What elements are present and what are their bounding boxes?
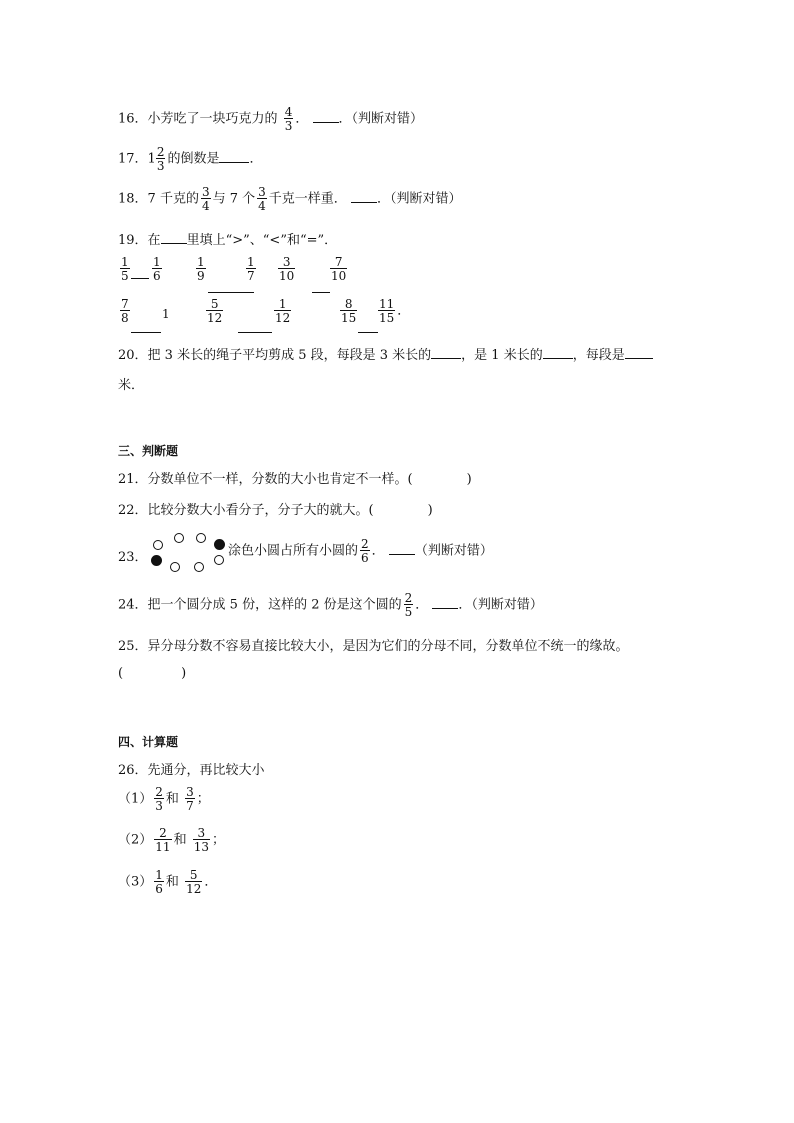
numerator: 7 — [121, 297, 129, 311]
punctuation: ”． — [317, 233, 338, 248]
fraction — [154, 786, 164, 812]
numerator: 5 — [210, 297, 219, 311]
answer-blank[interactable] — [543, 346, 573, 359]
numerator: 1 — [278, 297, 287, 311]
answer-blank[interactable] — [389, 542, 415, 555]
fraction — [284, 106, 294, 132]
fraction — [120, 256, 130, 282]
denominator: 7 — [247, 269, 255, 283]
paren-open: ( — [118, 666, 124, 681]
question-number: 24． — [118, 597, 148, 613]
question-23 — [228, 538, 493, 564]
question-17 — [118, 146, 263, 172]
question-21 — [118, 468, 472, 487]
instruction-blank — [161, 231, 187, 244]
punctuation: ； — [196, 791, 210, 807]
denominator: 3 — [156, 159, 165, 173]
question-20 — [118, 344, 653, 363]
fraction — [154, 869, 164, 895]
greater-than-symbol: > — [232, 233, 244, 248]
question-19 — [118, 229, 337, 248]
question-number: 23． — [118, 550, 148, 565]
less-than-symbol: < — [269, 233, 281, 248]
empty-circle — [194, 562, 204, 572]
question-26 — [118, 759, 265, 778]
denominator: 4 — [201, 199, 210, 213]
punctuation: ． — [249, 151, 263, 167]
compare-pair — [118, 256, 132, 282]
numerator: 1 — [247, 255, 255, 269]
punctuation: ； — [212, 832, 226, 848]
sub-question-3 — [118, 869, 217, 895]
question-text: 的倒数是 — [167, 151, 220, 167]
section-title: 四、计算题 — [118, 735, 179, 749]
compare-pair — [194, 256, 208, 282]
numerator: 3 — [201, 185, 210, 199]
fraction — [193, 827, 210, 853]
fraction — [206, 298, 223, 324]
question-text: 分数单位不一样，分数的大小也肯定不一样。( — [147, 472, 413, 487]
question-text: 小芳吃了一块巧克力的 — [147, 111, 278, 127]
question-25-answer — [118, 666, 186, 681]
question-text: 涂色小圆占所有小圆的 — [228, 543, 359, 559]
fraction — [360, 538, 370, 564]
denominator: 3 — [284, 119, 293, 133]
denominator: 10 — [331, 269, 347, 283]
numerator: 2 — [361, 537, 369, 551]
judge-hint: ．（判断对错） — [338, 111, 424, 127]
equals-symbol: = — [306, 233, 318, 248]
denominator: 12 — [207, 311, 223, 325]
numerator: 4 — [284, 105, 293, 119]
empty-circle — [196, 533, 206, 543]
compare-pair — [118, 298, 132, 324]
fraction — [196, 256, 206, 282]
compare-pair — [338, 298, 359, 324]
compare-pair — [204, 298, 225, 324]
question-number: 17． — [118, 151, 148, 167]
fraction — [278, 256, 295, 282]
numerator: 8 — [344, 297, 353, 311]
denominator: 15 — [341, 311, 357, 325]
question-number: 19． — [118, 233, 148, 248]
fraction — [340, 298, 357, 324]
compare-pair — [276, 256, 297, 282]
punctuation: ． — [204, 874, 218, 890]
question-number: 21． — [118, 472, 148, 487]
compare-blank[interactable] — [312, 291, 330, 293]
judge-hint: ．（判断对错） — [458, 597, 543, 613]
sub-label: （2） — [118, 832, 153, 848]
question-text-continued: 米． — [118, 378, 145, 393]
numerator: 1 — [121, 255, 129, 269]
fraction — [185, 869, 202, 895]
numerator: 3 — [282, 255, 291, 269]
conjunction: 和 — [165, 791, 179, 807]
paren-close: ) — [466, 472, 472, 487]
empty-circle — [174, 533, 184, 543]
question-number: 20． — [118, 348, 148, 363]
numerator: 3 — [186, 785, 194, 799]
punctuation: ”、“ — [243, 233, 270, 248]
sub-question-2 — [118, 827, 225, 853]
denominator: 15 — [379, 311, 395, 325]
answer-blank[interactable] — [625, 346, 653, 359]
denominator: 6 — [361, 551, 369, 565]
fraction — [246, 256, 256, 282]
denominator: 6 — [153, 269, 161, 283]
question-text: ”和“ — [280, 233, 307, 248]
numerator: 1 — [197, 255, 205, 269]
compare-blank[interactable] — [131, 277, 149, 279]
denominator: 7 — [186, 799, 194, 813]
filled-circle — [151, 555, 162, 566]
fraction — [154, 827, 171, 853]
conjunction: 和 — [165, 874, 179, 890]
denominator: 6 — [155, 882, 163, 896]
sub-label: （3） — [118, 874, 153, 890]
fraction — [274, 298, 291, 324]
answer-blank[interactable] — [313, 110, 339, 123]
question-text: 7 千克的 — [147, 191, 199, 207]
question-number: 22． — [118, 503, 148, 518]
compare-pair — [272, 298, 293, 324]
answer-blank[interactable] — [219, 150, 249, 163]
compare-pair — [376, 298, 410, 324]
fraction — [378, 298, 395, 324]
answer-blank[interactable] — [431, 346, 461, 359]
compare-blank[interactable] — [238, 331, 272, 333]
question-text: 把 3 米长的绳子平均剪成 5 段，每段是 3 米长的 — [147, 348, 432, 363]
section-title: 三、判断题 — [118, 444, 179, 458]
question-text: 与 7 个 — [212, 191, 256, 207]
question-number: 26． — [118, 763, 148, 778]
compare-pair — [244, 256, 258, 282]
sub-question-1 — [118, 786, 210, 812]
fraction — [152, 256, 162, 282]
paren-close: ) — [181, 666, 187, 681]
punctuation: ． — [415, 597, 429, 613]
question-text: ，是 1 米长的 — [461, 348, 543, 363]
numerator: 2 — [155, 785, 163, 799]
paren-close: ) — [427, 503, 433, 518]
question-text: 把一个圆分成 5 份，这样的 2 份是这个圆的 — [147, 597, 402, 613]
numerator: 3 — [258, 185, 266, 199]
fraction — [257, 186, 267, 212]
question-number: 16． — [118, 111, 148, 127]
denominator: 5 — [121, 269, 129, 283]
filled-circle — [214, 539, 225, 550]
question-text: ，每段是 — [572, 348, 625, 363]
numerator: 3 — [197, 826, 206, 840]
answer-blank[interactable] — [351, 190, 377, 203]
question-text: 在 — [147, 233, 161, 248]
judge-hint: ．（判断对错） — [376, 191, 462, 207]
question-number: 18． — [118, 191, 148, 207]
punctuation: ． — [371, 543, 385, 559]
compare-pair — [328, 256, 349, 282]
denominator: 8 — [121, 311, 129, 325]
empty-circle — [153, 540, 163, 550]
fraction — [156, 146, 166, 172]
numerator: 5 — [189, 868, 198, 882]
question-number: 25． — [118, 639, 148, 654]
empty-circle — [214, 555, 224, 565]
fraction — [201, 186, 211, 212]
denominator: 9 — [197, 269, 205, 283]
judge-hint: （判断对错） — [414, 543, 493, 559]
numerator: 11 — [379, 297, 395, 311]
denominator: 10 — [279, 269, 295, 283]
question-text: 里填上“ — [186, 233, 233, 248]
conjunction: 和 — [173, 832, 187, 848]
whole-number: 1 — [162, 307, 170, 321]
numerator: 7 — [334, 255, 343, 269]
whole-number: 1 — [147, 151, 156, 167]
fraction — [404, 592, 414, 618]
numerator: 1 — [155, 868, 163, 882]
denominator: 5 — [404, 605, 413, 619]
numerator: 1 — [153, 255, 161, 269]
denominator: 12 — [186, 882, 202, 896]
punctuation: ． — [397, 303, 411, 319]
question-25 — [118, 635, 629, 654]
fraction — [185, 786, 195, 812]
fraction — [330, 256, 347, 282]
question-22 — [118, 499, 433, 518]
punctuation: ． — [295, 111, 309, 127]
compare-blank[interactable] — [131, 331, 161, 333]
numerator: 2 — [404, 591, 413, 605]
denominator: 12 — [275, 311, 291, 325]
compare-blank[interactable] — [208, 291, 254, 293]
question-16 — [118, 106, 423, 132]
denominator: 3 — [155, 799, 163, 813]
empty-circle — [170, 562, 180, 572]
denominator: 11 — [155, 840, 171, 854]
question-24 — [118, 592, 543, 618]
sub-label: （1） — [118, 791, 153, 807]
fraction — [120, 298, 130, 324]
question-text: 异分母分数不容易直接比较大小，是因为它们的分母不同，分数单位不统一的缘故。 — [147, 639, 629, 654]
answer-blank[interactable] — [432, 596, 458, 609]
compare-pair — [150, 256, 164, 282]
question-text: 千克一样重． — [268, 191, 347, 207]
numerator: 2 — [159, 826, 167, 840]
denominator: 13 — [193, 840, 209, 854]
question-text: 比较分数大小看分子，分子大的就大。( — [147, 503, 374, 518]
question-18 — [118, 186, 461, 212]
question-text: 先通分，再比较大小 — [147, 763, 265, 778]
compare-blank[interactable] — [358, 331, 378, 333]
denominator: 4 — [258, 199, 266, 213]
numerator: 2 — [156, 145, 165, 159]
